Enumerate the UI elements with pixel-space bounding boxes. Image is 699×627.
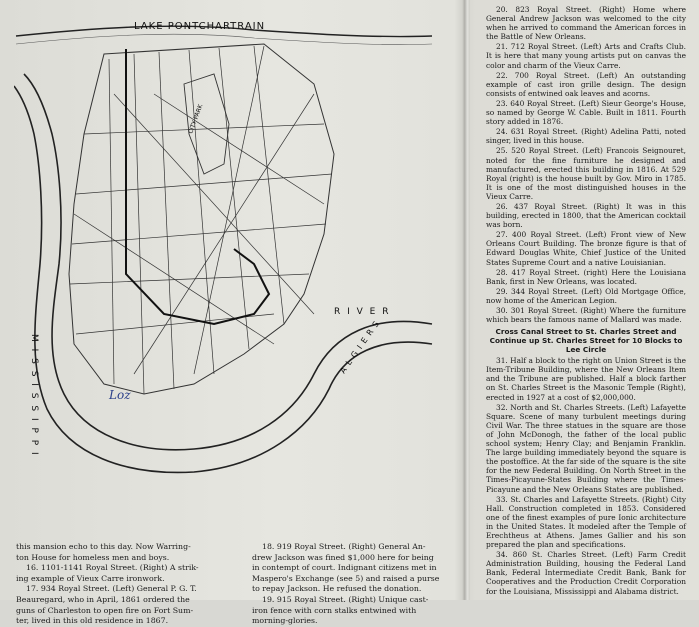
entry-33: 33. St. Charles and Lafayette Streets. (Right) City Hall. Construction completed in 1853. Considered one of the finest examples of pure Ionic architecture in the United States. It modeled after the Temple of Erechtheus at Athens. James Gallier and his son prepared the plan and specifications. (486, 494, 686, 550)
bottom-right-column (252, 542, 457, 627)
bottom-left-line: ter, lived in this old residence in 1867. (16, 616, 169, 626)
bottom-left-line: ing example of Vieux Carre ironwork. (16, 573, 165, 583)
page-fold (462, 0, 470, 600)
map-drawing (14, 14, 434, 524)
entry-32: 32. North and St. Charles Streets. (Left) Lafayette Square. Scene of many turbulent meetings during Civil War. The three statues in the square are those of John McDonogh, the father of the local public school system; Henry Clay; and Benjamin Franklin. The large building immediately beyond the square is the postoffice. At the far side of the square is the site for the new Federal Building. On North Street in the Times-Picayune-States Building where the Times-Picayune and the New Orleans States are published. (486, 402, 686, 494)
bottom-right-line: drew Jackson was fined $1,000 here for being (252, 552, 434, 562)
bottom-left-line: 17. 934 Royal Street. (Left) General P. G. T. (26, 584, 197, 594)
river-left-label: M I S S I S S I P P I (29, 334, 39, 457)
entry-21: 21. 712 Royal Street. (Left) Arts and Crafts Club. It is here that many young artists put on canvas the color and charm of the Vieux Carre. (486, 42, 686, 70)
bottom-left-line: 16. 1101-1141 Royal Street. (Right) A strik- (26, 563, 199, 573)
bottom-right-line: in contempt of court. Indignant citizens met in (252, 563, 437, 573)
bottom-right-line: iron fence with corn stalks entwined with (252, 605, 417, 615)
bottom-right-line: 18. 919 Royal Street. (Right) General An- (262, 542, 426, 551)
bottom-left-column (16, 542, 236, 627)
entry-23: 23. 640 Royal Street. (Left) Sieur George's House, so named by George W. Cable. Built in 1811. Fourth story added in 1876. (486, 98, 686, 127)
bottom-right-line: to repay Jackson. He refused the donation. (252, 584, 422, 594)
bottom-right-line: morning-glories. (252, 616, 318, 626)
bottom-left-line: ton House for homeless men and boys. (16, 552, 170, 562)
entry-22: 22. 700 Royal Street. (Left) An outstanding example of cast iron grille design. The design consists of entwined oak leaves and acorns. (486, 70, 686, 98)
right-text-column (486, 5, 686, 597)
street-map (14, 14, 434, 524)
entry-24: 24. 631 Royal Street. (Right) Adelina Patti, noted singer, lived in this house. (486, 127, 686, 146)
entry-28: 28. 417 Royal Street. (right) Here the Louisiana Bank, first in New Orleans, was located. (486, 267, 686, 286)
bottom-right-line: Maspero's Exchange (see 5) and raised a purse (252, 573, 440, 583)
entry-31: 31. Half a block to the right on Union Street is the Item-Tribune Building, where the New Orleans Item and the Tribune are published. Half a block farther on St. Charles Street is the Masonic Temple (Right), erected in 1927 at a cost of $2,000,000. (486, 356, 686, 402)
city-park-label: CITY PARK (187, 103, 205, 135)
bottom-right-line: 19. 915 Royal Street. (Right) Unique cast- (262, 594, 429, 604)
bottom-left-line: Beauregard, who in April, 1861 ordered the (16, 594, 190, 604)
river-label: R I V E R (334, 307, 391, 317)
section-heading: Cross Canal Street to St. Charles Street and Continue up St. Charles Street for 10 Blocks to Lee Circle (489, 327, 683, 355)
entry-30: 30. 301 Royal Street. (Right) Where the furniture which bears the famous name of Mallard was made. (486, 306, 686, 325)
entry-25: 25. 520 Royal Street. (Left) Francois Seignouret, noted for the fine furniture he designed and manufactured, erected this building in 1816. At 529 Royal (right) is the house built by Gov. Miro in 1785. It is one of the most distinguished houses in the Vieux Carre. (486, 146, 686, 201)
bottom-left-line: this mansion echo to this day. Now Warring- (16, 542, 191, 551)
bottom-left-line: guns of Charleston to open fire on Fort Sum- (16, 605, 194, 615)
entry-20: 20. 823 Royal Street. (Right) Home where General Andrew Jackson was welcomed to the city when he arrived to command the American forces in the Battle of New Orleans. (486, 5, 686, 42)
algiers-label: A L G I E R S (338, 318, 382, 376)
entry-26: 26. 437 Royal Street. (Right) It was in this building, erected in 1800, that the American cocktail was born. (486, 201, 686, 230)
entry-27: 27. 400 Royal Street. (Left) Front view of New Orleans Court Building. The bronze figure is that of Edward Douglas White, Chief Justice of the United States Supreme Court and a native Louisianian. (486, 230, 686, 267)
lake-label: LAKE PONTCHARTRAIN (134, 21, 266, 32)
entry-34: 34. 860 St. Charles Street. (Left) Farm Credit Administration Building, housing the Federal Land Bank, Federal Intermediate Credit Bank, Bank for Cooperatives and the Production Credit Corporation for the Louisiana, Mississippi and Alabama district. (486, 550, 686, 596)
entry-29: 29. 344 Royal Street. (Left) Old Mortgage Office, now home of the American Legion. (486, 286, 686, 305)
handwritten-note: Loz (109, 388, 131, 402)
